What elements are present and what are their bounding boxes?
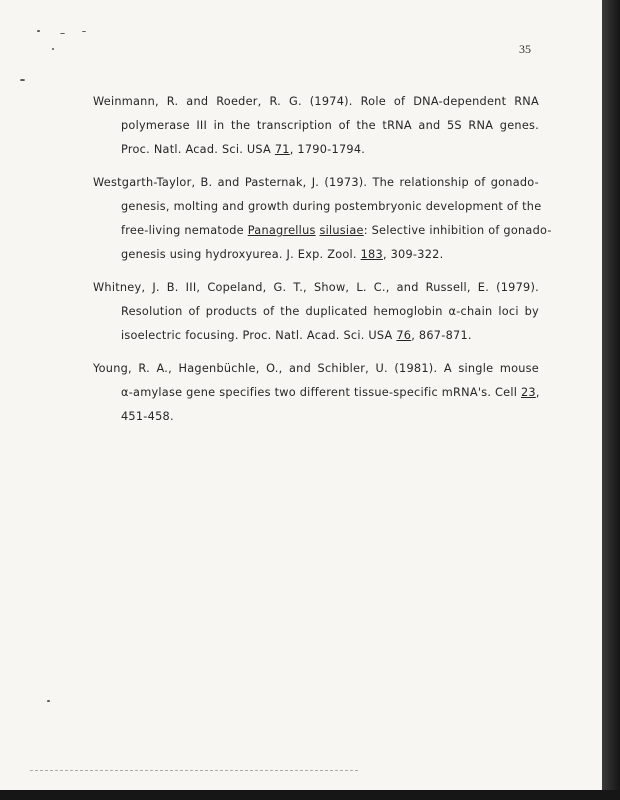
reference-line: Westgarth-Taylor, B. and Pasternak, J. (1973). The relationship of gonado- <box>93 176 539 189</box>
volume-number: 23 <box>520 386 536 399</box>
reference-entry <box>93 171 552 267</box>
reference-entry <box>93 90 539 162</box>
reference-entry <box>93 357 539 429</box>
scan-border-bottom <box>0 790 620 800</box>
scan-speck <box>47 700 50 702</box>
reference-line: polymerase III in the transcription of the tRNA and 5S RNA genes. <box>121 119 539 132</box>
volume-number: 76 <box>396 329 412 342</box>
reference-line: Young, R. A., Hagenbüchle, O., and Schibler, U. (1981). A single mouse <box>93 362 539 375</box>
reference-list <box>93 90 552 438</box>
reference-line: Proc. Natl. Acad. Sci. USA 71, 1790-1794. <box>121 143 366 156</box>
reference-line: α-amylase gene specifies two different tissue-specific mRNA's. Cell 23, <box>121 386 540 399</box>
scan-speck <box>52 48 54 50</box>
reference-line: Resolution of products of the duplicated hemoglobin α-chain loci by <box>121 305 539 318</box>
genus-name: Panagrellus <box>247 224 316 237</box>
scan-border-right <box>602 0 620 800</box>
scan-speck <box>20 79 25 81</box>
reference-line: isoelectric focusing. Proc. Natl. Acad. Sci. USA 76, 867-871. <box>121 329 472 342</box>
scan-speck <box>37 30 40 32</box>
scan-speck <box>60 33 65 34</box>
species-name: silusiae <box>319 224 364 237</box>
reference-line: Whitney, J. B. III, Copeland, G. T., Show, L. C., and Russell, E. (1979). <box>93 281 539 294</box>
reference-line: Weinmann, R. and Roeder, R. G. (1974). Role of DNA-dependent RNA <box>93 95 539 108</box>
reference-line: genesis, molting and growth during postembryonic development of the <box>121 200 542 213</box>
page-number: 35 <box>519 42 531 56</box>
scan-artifact-rule <box>30 770 360 771</box>
reference-line: free-living nematode Panagrellus silusiae: Selective inhibition of gonado- <box>121 224 552 237</box>
reference-entry <box>93 276 539 348</box>
volume-number: 183 <box>360 248 383 261</box>
volume-number: 71 <box>274 143 290 156</box>
reference-line: genesis using hydroxyurea. J. Exp. Zool. 183, 309-322. <box>121 248 444 261</box>
scan-speck <box>82 31 86 32</box>
reference-line: 451-458. <box>121 410 174 423</box>
